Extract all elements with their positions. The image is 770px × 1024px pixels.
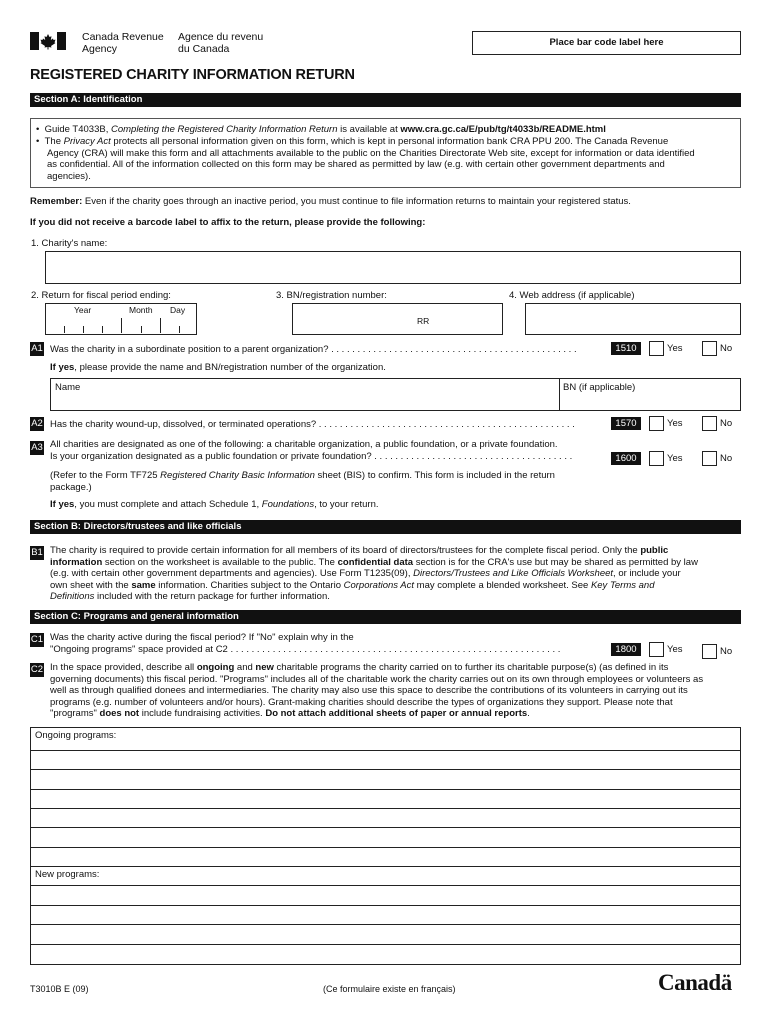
- agency-name-fr: Agence du revenu du Canada: [178, 31, 264, 55]
- a3-if-yes-instruction: If yes, you must complete and attach Schedule 1, Foundations, to your return.: [50, 499, 379, 510]
- remember-note: Remember: Even if the charity goes through an inactive period, you must continue to file information returns to maintain your registered status.: [30, 196, 631, 207]
- parent-org-bn-input[interactable]: [559, 378, 741, 411]
- a3-yes-label: Yes: [667, 453, 683, 464]
- question-c1-text: Was the charity active during the fiscal period? If "No" explain why in the "Ongoing programs" space provided at C2 . . . . . . . . . . . . . . . . . . . . . . . . . . . . . . . . . . . . . . . . . . . . . . . . . . . . . . . . . . . . . . .: [50, 632, 561, 655]
- ongoing-programs-line[interactable]: [31, 847, 740, 848]
- rr-label: RR: [417, 316, 430, 326]
- section-b-header: Section B: Directors/trustees and like officials: [30, 520, 741, 534]
- parent-org-name-label: Name: [55, 382, 81, 393]
- new-programs-line[interactable]: [31, 944, 740, 945]
- a2-yes-checkbox[interactable]: [649, 416, 664, 431]
- no-barcode-instruction: If you did not receive a barcode label to affix to the return, please provide the following:: [30, 217, 426, 228]
- c1-yes-checkbox[interactable]: [649, 642, 664, 657]
- question-a2-number: A2: [31, 418, 43, 429]
- bn-registration-input[interactable]: [292, 303, 503, 335]
- question-b1-number: B1: [31, 547, 43, 558]
- new-programs-line[interactable]: [31, 885, 740, 886]
- a1-yes-checkbox[interactable]: [649, 341, 664, 356]
- question-c2-number: C2: [30, 664, 44, 675]
- question-a1-number: A1: [31, 343, 43, 354]
- parent-org-name-input[interactable]: [50, 378, 560, 411]
- a3-no-checkbox[interactable]: [702, 451, 717, 466]
- a3-no-label: No: [720, 453, 733, 464]
- section-c-header: Section C: Programs and general information: [30, 610, 741, 624]
- ongoing-programs-line[interactable]: [31, 769, 740, 770]
- notice-bullet-guide: • Guide T4033B, Completing the Registered Charity Information Return is available at www.cra.gc.ca/E/pub/tg/t4033b/README.html: [36, 124, 606, 135]
- a2-no-checkbox[interactable]: [702, 416, 717, 431]
- charity-name-label: 1. Charity's name:: [31, 238, 108, 249]
- a3-reference-note: (Refer to the Form TF725 Registered Charity Basic Information sheet (BIS) to confirm. This form is included in the return package.): [50, 470, 555, 493]
- barcode-label-text: Place bar code label here: [549, 37, 664, 48]
- page-title: REGISTERED CHARITY INFORMATION RETURN: [30, 67, 355, 83]
- ongoing-programs-line[interactable]: [31, 750, 740, 751]
- bn-registration-label: 3. BN/registration number:: [276, 290, 387, 301]
- ongoing-programs-label: Ongoing programs:: [35, 730, 117, 741]
- new-programs-line[interactable]: [31, 924, 740, 925]
- a1-yes-label: Yes: [667, 343, 683, 354]
- web-address-label: 4. Web address (if applicable): [509, 290, 635, 301]
- new-programs-label: New programs:: [35, 869, 100, 880]
- notice-bullet-privacy: • The Privacy Act protects all personal information given on this form, which is kept in personal information bank CRA PPU 200. The Canada Revenue Agency (CRA) will make this form and all attachments available to the public on the Charities Directorate Web site, except for information or data identified as confidential. All of the information collected on this form may be shared as permitted by law (e.g. with certain other government departments and agencies).: [36, 136, 695, 182]
- ongoing-programs-line[interactable]: [31, 808, 740, 809]
- canada-flag-icon: [30, 32, 66, 50]
- c1-no-label: No: [720, 646, 733, 657]
- line-code-1800: 1800: [611, 643, 641, 656]
- month-label: Month: [129, 305, 153, 315]
- line-code-1600: 1600: [611, 452, 641, 465]
- a1-if-yes-instruction: If yes, please provide the name and BN/registration number of the organization.: [50, 362, 386, 373]
- barcode-label-box[interactable]: [472, 31, 741, 55]
- form-identifier: T3010B E (09): [30, 984, 89, 994]
- day-label: Day: [170, 305, 186, 315]
- a2-yes-label: Yes: [667, 418, 683, 429]
- fiscal-period-date-input[interactable]: [45, 303, 197, 335]
- ongoing-programs-line[interactable]: [31, 789, 740, 790]
- c1-no-checkbox[interactable]: [702, 644, 717, 659]
- canada-wordmark: Canadä: [658, 970, 732, 995]
- question-b1-text: The charity is required to provide certain information for all members of its board of directors/trustees for the complete fiscal period. Only the public information section on the worksheet is available to the public. The confidential data section is for the CRA's use but may be shared as permitted by law (e.g. with certain other government departments and agencies). Use Form T1235(09), Directors/Trustees and Like Officials Worksheet, or include your own sheet with the same information. Charities subject to the Ontario Corporations Act may complete a blended worksheet. See Key Terms and Definitions included with the return package for further information.: [50, 545, 698, 602]
- french-version-note: (Ce formulaire existe en français): [323, 984, 456, 994]
- ongoing-programs-line[interactable]: [31, 866, 740, 867]
- a1-no-checkbox[interactable]: [702, 341, 717, 356]
- ongoing-programs-line[interactable]: [31, 827, 740, 828]
- c1-yes-label: Yes: [667, 644, 683, 655]
- web-address-input[interactable]: [525, 303, 741, 335]
- a2-no-label: No: [720, 418, 733, 429]
- charity-name-input[interactable]: [45, 251, 741, 284]
- line-code-1570: 1570: [611, 417, 641, 430]
- question-a2-text: Has the charity wound-up, dissolved, or terminated operations? . . . . . . . . . . . . . . . . . . . . . . . . . . . . . . . . . . . . . . . . . . . . . . . . .: [50, 419, 575, 430]
- a3-yes-checkbox[interactable]: [649, 451, 664, 466]
- line-code-1510: 1510: [611, 342, 641, 355]
- new-programs-line[interactable]: [31, 905, 740, 906]
- a1-no-label: No: [720, 343, 733, 354]
- agency-name-en: Canada Revenue Agency: [82, 31, 164, 55]
- question-a1-text: Was the charity in a subordinate position to a parent organization? . . . . . . . . . . . . . . . . . . . . . . . . . . . . . . . . . . . . . . . . . . . . . . .: [50, 344, 577, 355]
- section-a-header: Section A: Identification: [30, 93, 741, 107]
- question-c1-number: C1: [30, 634, 44, 645]
- question-a3-text: All charities are designated as one of the following: a charitable organization, a public foundation, or a private foundation. Is your organization designated as a public foundation or private foundation? . . . . . . . . . . . . . . . . . . . . . . . . . . . . . . . . . . . . . .: [50, 439, 573, 462]
- fiscal-period-label: 2. Return for fiscal period ending:: [31, 290, 171, 301]
- parent-org-bn-label: BN (if applicable): [563, 382, 636, 393]
- question-c2-text: In the space provided, describe all ongoing and new charitable programs the charity carried on to further its charitable purpose(s) (as defined in its governing documents) this fiscal period. "Programs" includes all of the charitable work the charity carries out on its own through employees or volunteers as well as through qualified donees and intermediaries. The charity may also use this space to describe the contributions of its volunteers in carrying out its programs (e.g. number of volunteers and/or hours). Grant-making charities should describe the types of organizations they support. Please note that "programs" does not include fundraising activities. Do not attach additional sheets of paper or annual reports.: [50, 662, 704, 719]
- programs-table: [30, 727, 741, 965]
- question-a3-number: A3: [31, 442, 43, 453]
- year-label: Year: [74, 305, 92, 315]
